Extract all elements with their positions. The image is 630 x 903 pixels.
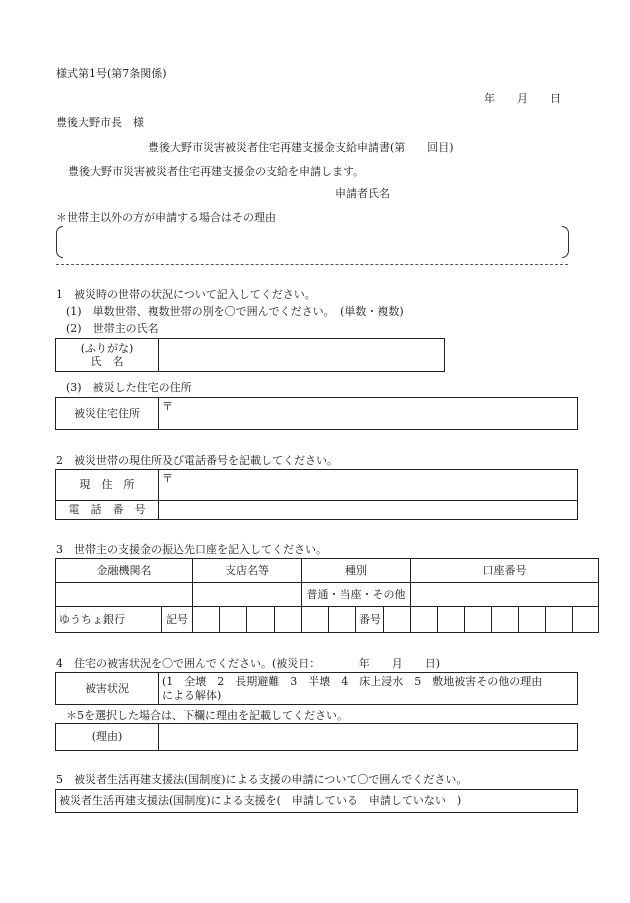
branch-field[interactable]	[193, 583, 302, 607]
non-head-reason-label: ＊世帯主以外の方が申請する場合はその理由	[56, 211, 276, 224]
branch-header: 支店名等	[193, 559, 302, 583]
bango-digit-box[interactable]	[573, 607, 599, 633]
bango-label: 番号	[356, 607, 384, 633]
section-1-q2: (2) 世帯主の氏名	[66, 322, 159, 335]
damage-status-table	[55, 672, 578, 705]
kigo-label: 記号	[162, 607, 193, 633]
dashed-divider	[56, 264, 568, 265]
reason-bracket-left	[56, 226, 63, 258]
phone-field[interactable]	[159, 501, 578, 520]
reason-bracket-right	[562, 226, 569, 258]
furigana-label: (ふりがな)	[80, 341, 134, 355]
option-5-note: ＊5を選択した場合は、下欄に理由を記載してください。	[66, 709, 348, 722]
bank-name-field[interactable]	[56, 583, 193, 607]
section-5-heading: 5 被災者生活再建支援法(国制度)による支援の申請について〇で囲んでください。	[56, 773, 468, 786]
furigana-name-label-cell	[56, 339, 159, 372]
damage-options[interactable]	[159, 673, 578, 705]
bango-digit-box[interactable]	[465, 607, 492, 633]
reason-table	[55, 723, 578, 751]
kigo-digit-box[interactable]	[247, 607, 275, 633]
applicant-name-label: 申請者氏名	[335, 187, 390, 200]
current-address-table	[55, 469, 578, 520]
account-number-field[interactable]	[411, 583, 599, 607]
kigo-digit-box[interactable]	[193, 607, 220, 633]
bango-digit-box[interactable]	[438, 607, 465, 633]
addressee: 豊後大野市長 様	[56, 116, 144, 129]
page-title: 豊後大野市災害被災者住宅再建支援金支給申請書(第 回目)	[148, 141, 454, 154]
account-type-header: 種別	[302, 559, 411, 583]
damage-options-line-1: (1 全壊 2 長期避難 3 半壊 4 床上浸水 5 敷地被害その他の理由	[162, 675, 543, 689]
section-3-heading: 3 世帯主の支援金の振込先口座を記入してください。	[56, 543, 327, 556]
bango-digit-box[interactable]	[384, 607, 411, 633]
name-label: 氏 名	[90, 355, 124, 368]
disaster-address-label: 被災住宅住所	[56, 398, 159, 430]
damage-status-label: 被害状況	[56, 673, 159, 705]
account-number-header: 口座番号	[411, 559, 599, 583]
kigo-digit-box[interactable]	[302, 607, 329, 633]
postal-mark: 〒	[162, 472, 173, 485]
section-1-heading: 1 被災時の世帯の状況について記入してください。	[56, 288, 316, 301]
kigo-digit-box[interactable]	[329, 607, 356, 633]
current-address-label: 現 住 所	[56, 470, 159, 501]
bango-digit-box[interactable]	[519, 607, 546, 633]
kigo-digit-box[interactable]	[220, 607, 247, 633]
national-support-table	[55, 789, 578, 813]
postal-mark: 〒	[162, 400, 173, 413]
national-support-statement[interactable]: 被災者生活再建支援法(国制度)による支援を( 申請している 申請していない )	[56, 790, 578, 813]
form-number: 様式第1号(第7条関係)	[56, 67, 167, 80]
section-4-heading: 4 住宅の被害状況を〇で囲んでください。(被災日： 年 月 日)	[56, 657, 441, 670]
bango-digit-box[interactable]	[411, 607, 438, 633]
reason-field[interactable]	[159, 724, 578, 751]
intro-text: 豊後大野市災害被災者住宅再建支援金の支給を申請します。	[68, 165, 365, 178]
head-name-table	[55, 338, 445, 372]
yucho-bank-label: ゆうちょ銀行	[56, 607, 162, 633]
date-line: 年 月 日	[484, 92, 561, 105]
kigo-digit-box[interactable]	[275, 607, 302, 633]
current-address-field[interactable]	[159, 470, 578, 501]
disaster-address-table	[55, 397, 578, 430]
bank-name-header: 金融機関名	[56, 559, 193, 583]
reason-label: (理由)	[56, 724, 159, 751]
phone-label: 電 話 番 号	[56, 501, 159, 520]
head-name-field[interactable]	[159, 339, 445, 372]
section-1-q3: (3) 被災した住宅の住所	[66, 381, 192, 394]
bango-digit-box[interactable]	[492, 607, 519, 633]
bank-account-table	[55, 558, 599, 633]
disaster-address-field[interactable]	[159, 398, 578, 430]
bango-digit-box[interactable]	[546, 607, 573, 633]
damage-options-line-2: による解体)	[162, 688, 222, 702]
section-2-heading: 2 被災世帯の現住所及び電話番号を記載してください。	[56, 454, 338, 467]
account-type-options[interactable]: 普通・当座・その他	[302, 583, 411, 607]
section-1-q1: (1) 単数世帯、複数世帯の別を〇で囲んでください。 (単数・複数)	[66, 305, 404, 318]
